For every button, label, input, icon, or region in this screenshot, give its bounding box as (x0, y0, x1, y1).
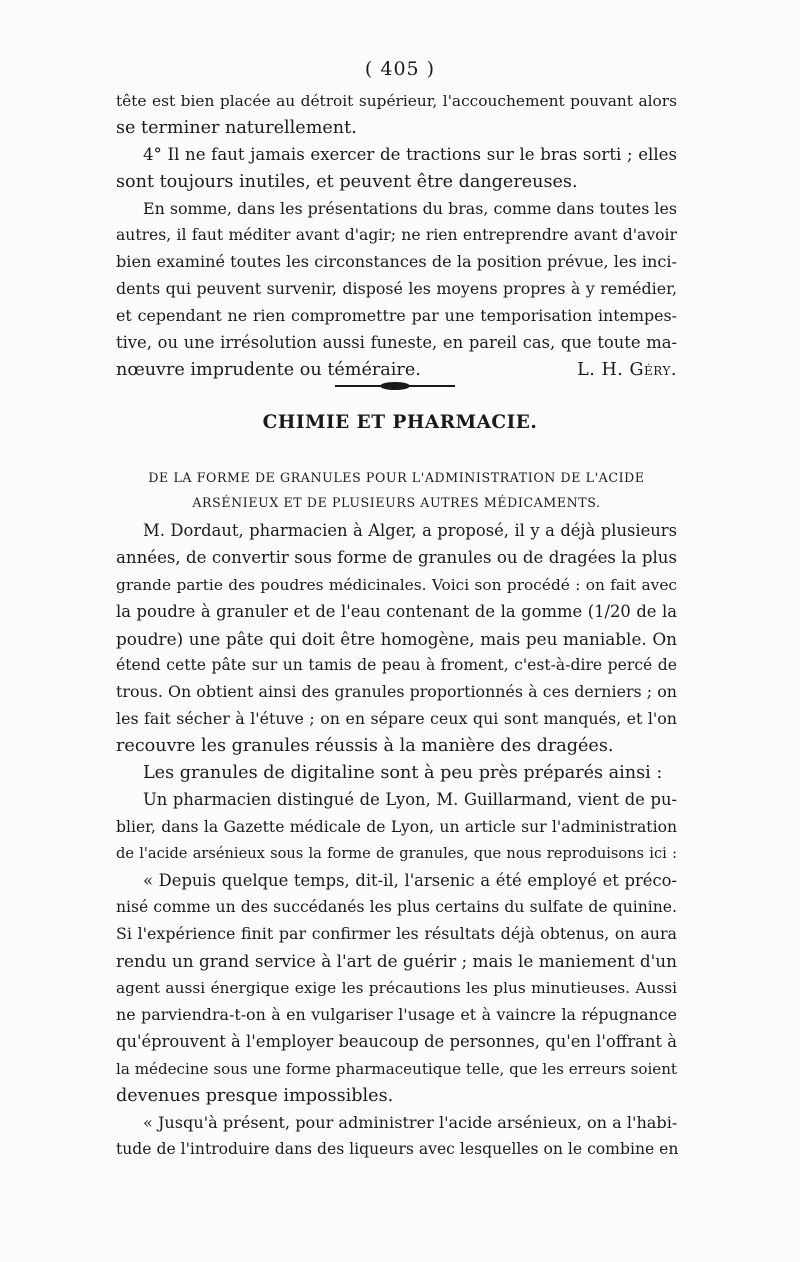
text-line: tête est bien placée au détroit supérieur, l'accouchement pouvant alors (116, 92, 677, 110)
closing-text: nœuvre imprudente ou téméraire. (116, 359, 421, 380)
text-line: années, de convertir sous forme de granules ou de dragées la plus (116, 547, 677, 567)
text-line: sont toujours inutiles, et peuvent être dangereuses. (116, 171, 578, 192)
text-line: Un pharmacien distingué de Lyon, M. Guillarmand, vient de pu- (143, 789, 677, 809)
text-line: recouvre les granules réussis à la manière des dragées. (116, 736, 614, 757)
text-line: En somme, dans les présentations du bras, comme dans toutes les (143, 198, 677, 218)
text-line: « Jusqu'à présent, pour administrer l'acide arsénieux, on a l'habi- (143, 1112, 678, 1132)
signature-line (116, 357, 677, 384)
text-line: Les granules de digitaline sont à peu près préparés ainsi : (143, 763, 663, 784)
text-line: se terminer naturellement. (116, 117, 357, 138)
text-line: M. Dordaut, pharmacien à Alger, a proposé, il y a déjà plusieurs (143, 521, 677, 540)
section-heading: CHIMIE ET PHARMACIE. (262, 412, 538, 433)
text-line: tive, ou une irrésolution aussi funeste, en pareil cas, que toute ma- (116, 333, 677, 353)
text-line: et cependant ne rien compromettre par une temporisation intempes- (116, 306, 677, 326)
text-line: étend cette pâte sur un tamis de peau à froment, c'est-à-dire percé de (116, 656, 677, 675)
text-line: rendu un grand service à l'art de guérir ; mais le maniement d'un (116, 951, 677, 972)
article-body (116, 518, 677, 1163)
text-line: nisé comme un des succédanés les plus certains du sulfate de quinine. (116, 898, 677, 917)
text-line: blier, dans la Gazette médicale de Lyon, un article sur l'administration (116, 817, 677, 836)
text-line: autres, il faut méditer avant d'agir; ne rien entreprendre avant d'avoir (116, 226, 677, 245)
text-line: la poudre à granuler et de l'eau contenant de la gomme (1/20 de la (116, 601, 677, 621)
text-line: bien examiné toutes les circonstances de la position prévue, les inci- (116, 252, 677, 272)
text-line: agent aussi énergique exige les précautions les plus minutieuses. Aussi (116, 979, 677, 998)
text-line: poudre) une pâte qui doit être homogène, mais peu maniable. On (116, 628, 677, 649)
author-signature: L. H. Géry. (577, 359, 677, 380)
page-number: ( 405 ) (364, 58, 436, 80)
text-line: qu'éprouvent à l'employer beaucoup de personnes, qu'en l'offrant à (116, 1031, 677, 1051)
text-line: la médecine sous une forme pharmaceutique telle, que les erreurs soient (116, 1059, 677, 1078)
text-line: devenues presque impossibles. (116, 1085, 394, 1106)
text-line: 4° Il ne faut jamais exercer de tractions sur le bras sorti ; elles (143, 144, 677, 164)
text-line: trous. On obtient ainsi des granules proportionnés à ces derniers ; on (116, 682, 677, 702)
text-line: Si l'expérience finit par confirmer les résultats déjà obtenus, on aura (116, 924, 677, 944)
text-line: tude de l'introduire dans des liqueurs avec lesquelles on le combine en (116, 1140, 679, 1159)
text-line: de l'acide arsénieux sous la forme de granules, que nous reproduisons ici : (116, 844, 677, 862)
section-divider (335, 385, 455, 387)
article-subheading-line-1: DE LA FORME DE GRANULES POUR L'ADMINISTRATION DE L'ACIDE (148, 470, 645, 485)
obstetrics-conclusion-text (116, 88, 677, 384)
article-subheading-line-2: ARSÉNIEUX ET DE PLUSIEURS AUTRES MÉDICAMENTS. (192, 495, 601, 510)
text-line: dents qui peuvent survenir, disposé les moyens propres à y remédier, (116, 279, 677, 299)
text-line: « Depuis quelque temps, dit-il, l'arsenic a été employé et préco- (143, 870, 677, 890)
text-line: grande partie des poudres médicinales. Voici son procédé : on fait avec (116, 575, 677, 594)
text-line: les fait sécher à l'étuve ; on en sépare ceux qui sont manqués, et l'on (116, 709, 677, 729)
text-line: ne parviendra-t-on à en vulgariser l'usage et à vaincre la répugnance (116, 1005, 677, 1025)
